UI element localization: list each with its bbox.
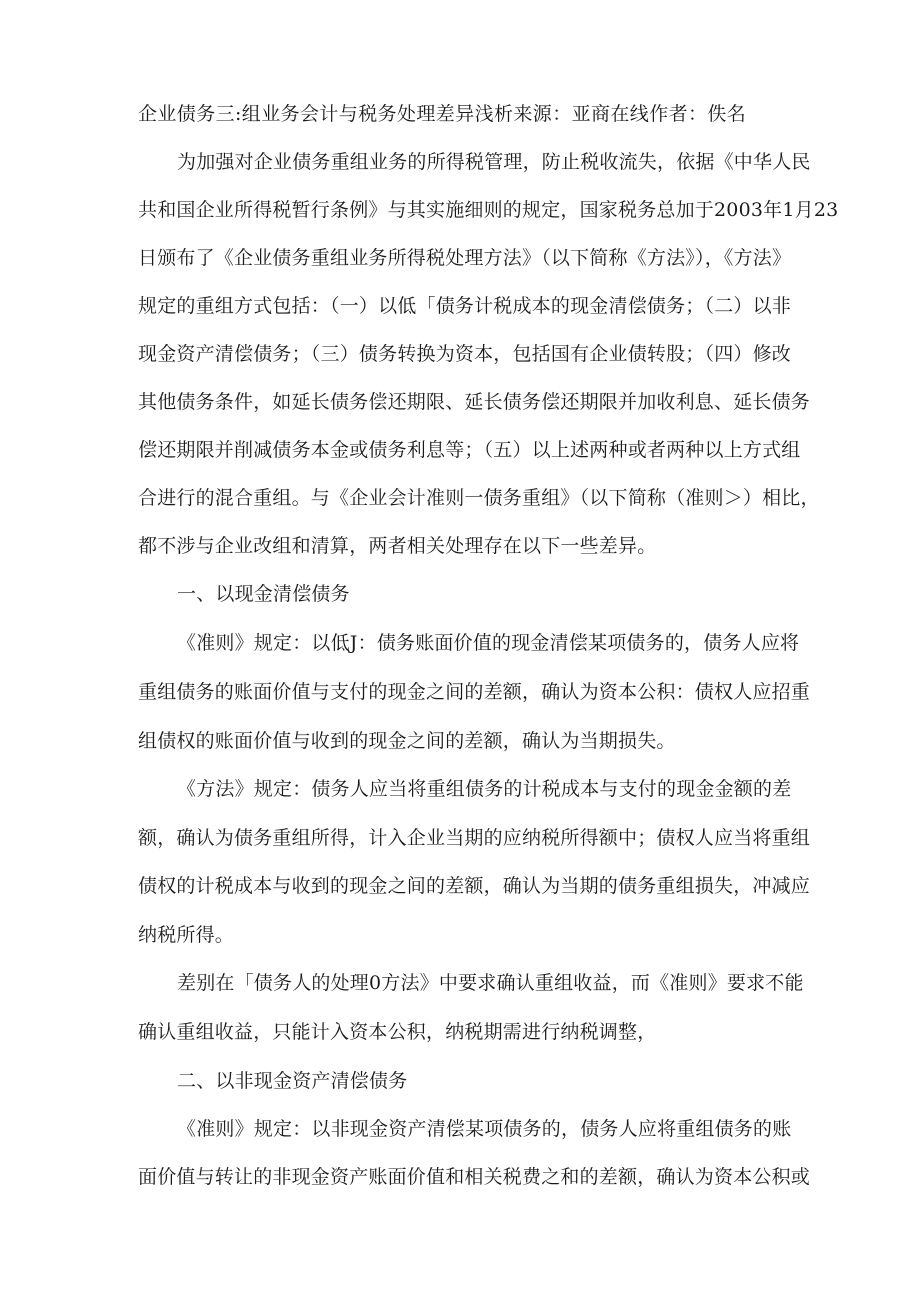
section-heading: 一、以现金清偿债务 <box>177 583 350 605</box>
text-line: 合进行的混合重组。与《企业会计准则一债务重组》（以下简称（准则＞）相比， <box>138 487 820 509</box>
text-line: 《准则》规定：以非现金资产清偿某项债务的，债务人应将重组债务的账 <box>177 1118 792 1140</box>
text-line: 共和国企业所得税暂行条例》与其实施细则的规定，国家税务总加于2003年1月23 <box>138 199 839 221</box>
text-line: 债权的计税成本与收到的现金之间的差额，确认为当期的债务重组损失，冲减应 <box>138 875 811 897</box>
text-line: 差别在「债务人的处理0方法》中要求确认重组收益，而《准则》要求不能 <box>177 972 804 994</box>
text-line: 重组债务的账面价值与支付的现金之间的差额，确认为资本公积：债权人应招重 <box>138 681 811 703</box>
text-line: 纳税所得。 <box>138 924 235 946</box>
text-line: 日颁布了《企业债务重组业务所得税处理方法》（以下简称《方法》），《方法》 <box>138 247 792 269</box>
section-heading: 二、以非现金资产清偿债务 <box>177 1070 408 1092</box>
text-line: 规定的重组方式包括：（一）以低「债务计税成本的现金清偿债务；（二）以非 <box>138 295 792 317</box>
text-line: 面价值与转让的非现金资产账面价值和相关税费之和的差额，确认为资本公积或 <box>138 1166 811 1188</box>
text-line: 确认重组收益，只能计入资本公积，纳税期需进行纳税调整， <box>138 1021 657 1043</box>
text-line: 《方法》规定：债务人应当将重组债务的计税成本与支付的现金金额的差 <box>177 778 792 800</box>
text-line: 都不涉与企业改组和清算，两者相关处理存在以下一些差异。 <box>138 535 657 557</box>
text-line: 《准则》规定：以低J：债务账面价值的现金清偿某项债务的，债务人应将 <box>177 632 800 654</box>
text-line: 偿还期限并削减债务本金或债务利息等；（五）以上述两种或者两种以上方式组 <box>138 439 801 461</box>
text-line: 为加强对企业债务重组业务的所得税管理，防止税收流失，依据《中华人民 <box>177 151 811 173</box>
text-line: 现金资产清偿债务；（三）债务转换为资本，包括国有企业债转股；（四）修改 <box>138 343 792 365</box>
text-line: 组债权的账面价值与收到的现金之间的差额，确认为当期损失。 <box>138 730 676 752</box>
text-line: 其他债务条件，如延长债务偿还期限、延长债务偿还期限并加收利息、延长债务 <box>138 391 811 413</box>
document-title: 企业债务三:组业务会计与税务处理差异浅析来源：亚商在线作者：佚名 <box>138 103 747 125</box>
text-line: 额，确认为债务重组所得，计入企业当期的应纳税所得额中；债权人应当将重组 <box>138 827 811 849</box>
